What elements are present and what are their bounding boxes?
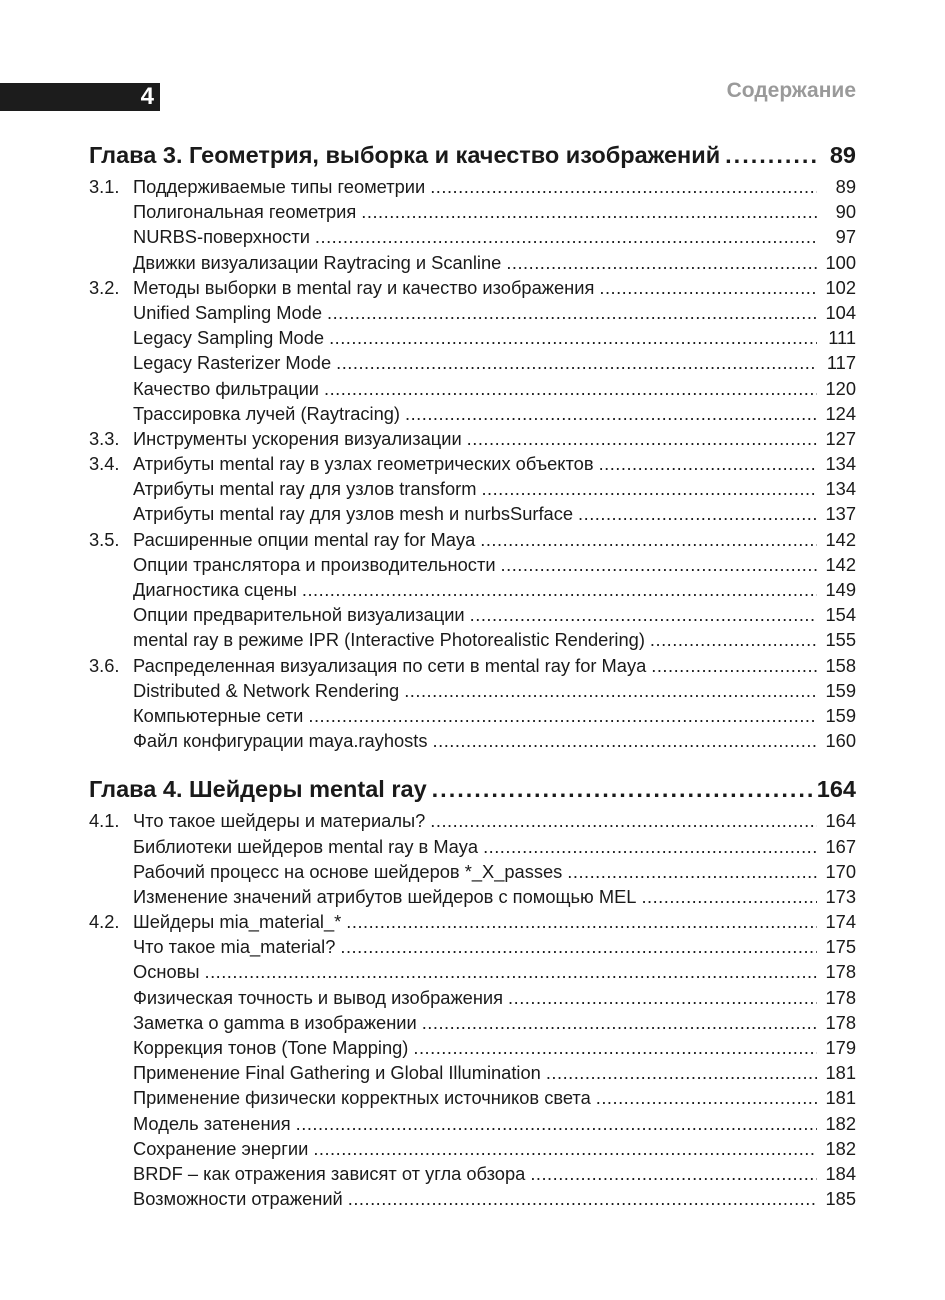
toc-entry[interactable]: [89, 884, 856, 909]
entry-title: Трассировка лучей (Raytracing): [133, 402, 401, 424]
entry-page: 179: [825, 1037, 856, 1058]
entry-title: Файл конфигурации maya.rayhosts: [133, 730, 428, 752]
dot-leader: [413, 1035, 817, 1060]
page-number: 4: [140, 83, 154, 110]
entry-page: 134: [825, 478, 856, 500]
chapter-entries: [89, 808, 856, 1211]
entry-title: Заметка о gamma в изображении: [133, 1011, 417, 1033]
entry-page: 155: [825, 629, 856, 651]
dot-leader: [430, 808, 817, 833]
toc-entry[interactable]: [89, 501, 856, 526]
entry-page: 127: [825, 427, 856, 449]
entry-title: Коррекция тонов (Tone Mapping): [133, 1037, 409, 1058]
chapter-title: Глава 4. Шейдеры mental ray: [89, 776, 427, 803]
entry-title: Диагностика сцены: [133, 579, 297, 600]
entry-title: Рабочий процесс на основе шейдеров *_X_passes: [133, 860, 563, 882]
dot-leader: [567, 859, 817, 884]
entry-title: Атрибуты mental ray для узлов mesh и nurbsSurface: [133, 503, 574, 525]
dot-leader: [433, 728, 817, 753]
entry-page: 159: [825, 679, 856, 701]
entry-page: 181: [825, 1087, 856, 1109]
dot-leader: [599, 451, 817, 476]
dot-leader: [508, 985, 817, 1010]
section-number: 3.3.: [89, 427, 120, 449]
entry-page: 178: [825, 961, 856, 983]
entry-page: 154: [825, 604, 856, 626]
table-of-contents: [89, 140, 856, 1211]
section-number: 4.2.: [89, 911, 120, 933]
dot-leader: [336, 350, 817, 375]
entry-page: 124: [825, 402, 856, 424]
toc-entry[interactable]: [89, 985, 856, 1010]
toc-entry[interactable]: [89, 834, 856, 859]
toc-entry[interactable]: [89, 577, 856, 602]
dot-leader: [327, 300, 817, 325]
entry-page: 178: [825, 1011, 856, 1033]
chapter-heading[interactable]: [89, 774, 856, 804]
entry-title: Поддерживаемые типы геометрии: [133, 176, 426, 197]
entry-title: Физическая точность и вывод изображения: [133, 986, 504, 1008]
dot-leader: [329, 325, 817, 350]
dot-leader: [480, 527, 817, 552]
entry-page: 149: [825, 579, 856, 600]
dot-leader: [361, 199, 817, 224]
toc-entry[interactable]: [89, 959, 856, 984]
toc-entry[interactable]: [89, 476, 856, 501]
toc-entry[interactable]: [89, 1161, 856, 1186]
entry-title: Что такое mia_material?: [133, 936, 336, 958]
chapter-page: 164: [816, 776, 856, 803]
entry-page: 104: [825, 301, 856, 323]
entry-title: Компьютерные сети: [133, 704, 304, 726]
entry-title: Расширенные опции mental ray for Maya: [133, 528, 476, 550]
toc-entry[interactable]: [89, 250, 856, 275]
page-number-bar: [0, 83, 160, 111]
entry-title: Полигональная геометрия: [133, 201, 357, 223]
section-number: 3.4.: [89, 453, 120, 475]
toc-entry[interactable]: [89, 401, 856, 426]
entry-page: 158: [825, 654, 856, 676]
entry-page: 134: [825, 453, 856, 475]
dot-leader: [578, 501, 817, 526]
toc-entry[interactable]: [89, 1085, 856, 1110]
toc-entry[interactable]: [89, 325, 856, 350]
toc-entry[interactable]: [89, 350, 856, 375]
toc-entry[interactable]: [89, 300, 856, 325]
entry-title: mental ray в режиме IPR (Interactive Photorealistic Rendering): [133, 629, 645, 651]
toc-entry[interactable]: [89, 426, 856, 451]
toc-entry[interactable]: [89, 224, 856, 249]
entry-title: Распределенная визуализация по сети в mental ray for Maya: [133, 654, 647, 676]
entry-title: Движки визуализации Raytracing и Scanline: [133, 251, 502, 273]
section-number: 4.1.: [89, 810, 120, 832]
toc-entry[interactable]: [89, 934, 856, 959]
section-number: 3.2.: [89, 276, 120, 298]
entry-title: Применение Final Gathering и Global Illumination: [133, 1062, 541, 1084]
entry-page: 182: [825, 1137, 856, 1159]
entry-page: 170: [825, 860, 856, 882]
entry-page: 137: [825, 503, 856, 525]
toc-entry[interactable]: [89, 199, 856, 224]
dot-leader: [340, 934, 817, 959]
entry-page: 178: [825, 986, 856, 1008]
entry-page: 184: [825, 1162, 856, 1184]
dot-leader: [650, 627, 817, 652]
dot-leader: [348, 1186, 817, 1211]
entry-title: Сохранение энергии: [133, 1137, 309, 1159]
dot-leader: [470, 602, 817, 627]
entry-title: Опции транслятора и производительности: [133, 553, 496, 575]
entry-page: 100: [825, 251, 856, 273]
toc-entry[interactable]: [89, 1010, 856, 1035]
dot-leader: [483, 834, 817, 859]
entry-title: Шейдеры mia_material_*: [133, 911, 342, 933]
dot-leader: [302, 577, 817, 602]
dot-leader: [641, 884, 817, 909]
entry-title: Качество фильтрации: [133, 377, 319, 399]
entry-page: 160: [825, 730, 856, 752]
toc-entry[interactable]: [89, 1136, 856, 1161]
entry-title: Что такое шейдеры и материалы?: [133, 810, 426, 832]
chapter-heading[interactable]: [89, 140, 856, 170]
section-number: 3.5.: [89, 528, 120, 550]
entry-page: 173: [825, 885, 856, 907]
dot-leader: [599, 275, 817, 300]
dot-leader: [405, 401, 817, 426]
dot-leader: [404, 678, 817, 703]
dot-leader: [432, 774, 812, 804]
toc-entry[interactable]: [89, 1111, 856, 1136]
dot-leader: [313, 1136, 817, 1161]
toc-entry[interactable]: [89, 1035, 856, 1060]
toc-entry[interactable]: [89, 859, 856, 884]
dot-leader: [530, 1161, 817, 1186]
dot-leader: [651, 653, 817, 678]
toc-entry[interactable]: [89, 808, 856, 833]
entry-page: 174: [825, 911, 856, 933]
dot-leader: [501, 552, 817, 577]
entry-page: 90: [835, 201, 856, 223]
entry-page: 164: [825, 810, 856, 832]
running-header: Содержание: [726, 79, 856, 102]
toc-entry[interactable]: [89, 552, 856, 577]
entry-page: 89: [835, 176, 856, 197]
chapter-entries: [89, 174, 856, 753]
entry-title: Применение физически корректных источников света: [133, 1087, 591, 1109]
dot-leader: [324, 376, 817, 401]
entry-page: 142: [825, 528, 856, 550]
toc-entry[interactable]: [89, 728, 856, 753]
entry-page: 111: [828, 327, 856, 349]
dot-leader: [546, 1060, 817, 1085]
toc-entry[interactable]: [89, 1186, 856, 1211]
toc-entry[interactable]: [89, 451, 856, 476]
entry-title: Возможности отражений: [133, 1188, 343, 1210]
entry-page: 142: [825, 553, 856, 575]
entry-title: Модель затенения: [133, 1112, 291, 1134]
toc-entry[interactable]: [89, 678, 856, 703]
entry-title: NURBS-поверхности: [133, 226, 310, 248]
dot-leader: [725, 140, 817, 170]
entry-title: Опции предварительной визуализации: [133, 604, 465, 626]
section-number: 3.1.: [89, 176, 120, 197]
dot-leader: [467, 426, 817, 451]
entry-title: Атрибуты mental ray для узлов transform: [133, 478, 477, 500]
dot-leader: [308, 703, 817, 728]
dot-leader: [296, 1111, 817, 1136]
entry-page: 97: [835, 226, 856, 248]
toc-entry[interactable]: [89, 602, 856, 627]
entry-title: Библиотеки шейдеров mental ray в Maya: [133, 835, 479, 857]
entry-page: 117: [826, 352, 856, 374]
entry-title: Инструменты ускорения визуализации: [133, 427, 462, 449]
toc-entry[interactable]: [89, 653, 856, 678]
toc-entry[interactable]: [89, 174, 856, 199]
toc-entry[interactable]: [89, 527, 856, 552]
dot-leader: [346, 909, 817, 934]
entry-page: 120: [825, 377, 856, 399]
entry-title: Методы выборки в mental ray и качество изображения: [133, 276, 595, 298]
dot-leader: [481, 476, 817, 501]
entry-page: 167: [825, 835, 856, 857]
toc-entry[interactable]: [89, 275, 856, 300]
toc-entry[interactable]: [89, 909, 856, 934]
entry-title: Legacy Rasterizer Mode: [133, 352, 332, 374]
entry-page: 182: [825, 1112, 856, 1134]
section-number: 3.6.: [89, 654, 120, 676]
entry-title: Unified Sampling Mode: [133, 301, 323, 323]
entry-title: Изменение значений атрибутов шейдеров с помощью MEL: [133, 885, 637, 907]
dot-leader: [422, 1010, 817, 1035]
entry-page: 181: [825, 1062, 856, 1084]
entry-page: 102: [825, 276, 856, 298]
entry-title: Distributed & Network Rendering: [133, 679, 400, 701]
entry-page: 175: [825, 936, 856, 958]
dot-leader: [506, 250, 817, 275]
entry-title: BRDF – как отражения зависят от угла обзора: [133, 1162, 526, 1184]
toc-entry[interactable]: [89, 376, 856, 401]
chapter-title: Глава 3. Геометрия, выборка и качество изображений: [89, 142, 721, 168]
entry-page: 185: [825, 1188, 856, 1210]
chapter-page: 89: [829, 142, 856, 168]
entry-title: Основы: [133, 961, 200, 983]
dot-leader: [315, 224, 817, 249]
toc-entry[interactable]: [89, 627, 856, 652]
dot-leader: [430, 174, 817, 199]
entry-title: Атрибуты mental ray в узлах геометрических объектов: [133, 453, 594, 475]
toc-entry[interactable]: [89, 703, 856, 728]
toc-entry[interactable]: [89, 1060, 856, 1085]
entry-page: 159: [825, 704, 856, 726]
dot-leader: [204, 959, 817, 984]
entry-title: Legacy Sampling Mode: [133, 327, 325, 349]
dot-leader: [596, 1085, 817, 1110]
